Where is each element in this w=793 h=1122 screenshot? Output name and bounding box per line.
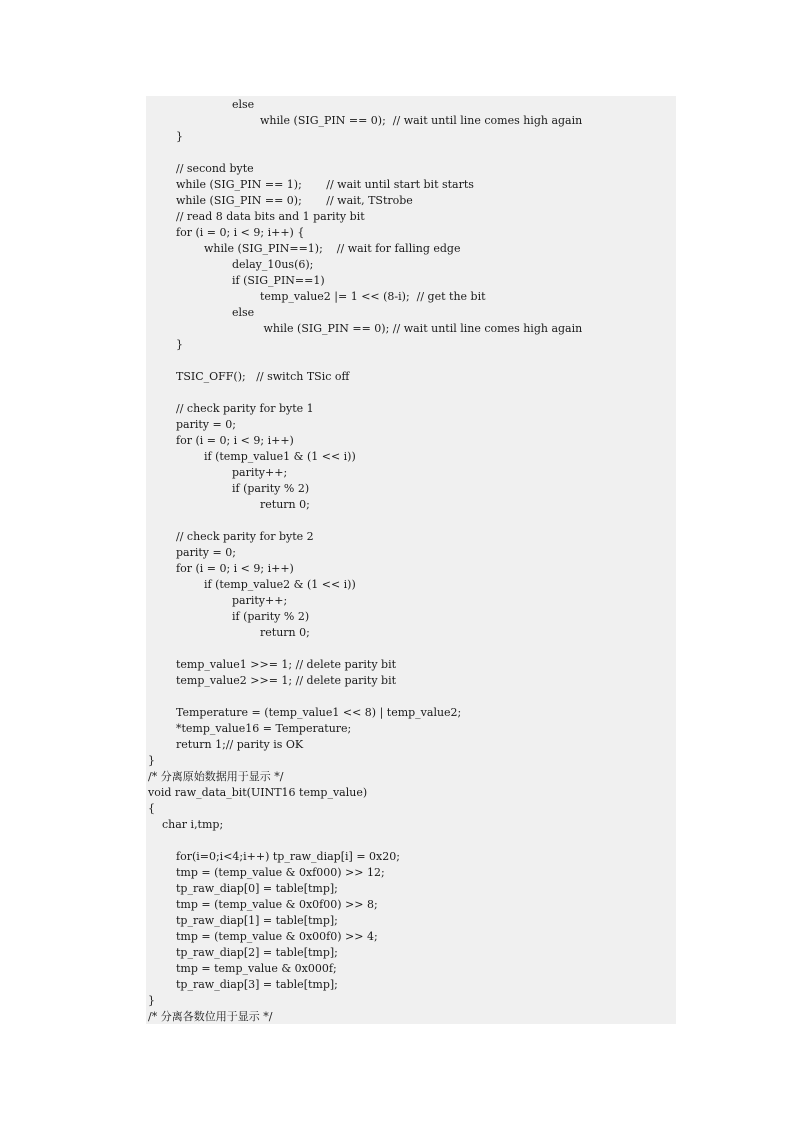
code-line: for (i = 0; i < 9; i++) (176, 562, 294, 575)
code-line: } (176, 130, 183, 143)
code-line: for (i = 0; i < 9; i++) (176, 434, 294, 447)
code-line: char i,tmp; (148, 818, 224, 831)
code-line: /* 分离各数位用于显示 */ (148, 1010, 273, 1023)
code-line: while (SIG_PIN == 0); // wait, TStrobe (176, 194, 413, 207)
code-line: temp_value2 >>= 1; // delete parity bit (176, 674, 397, 687)
code-line: while (SIG_PIN == 0); // wait until line comes high again (260, 114, 583, 127)
code-line: return 0; (260, 498, 310, 511)
code-line: parity = 0; (176, 418, 236, 431)
code-line: if (temp_value1 & (1 << i)) (204, 450, 356, 463)
code-line: *temp_value16 = Temperature; (176, 722, 352, 735)
code-line: if (parity % 2) (232, 610, 310, 623)
code-line: while (SIG_PIN == 1); // wait until start bit starts (176, 178, 474, 191)
code-line: parity++; (232, 594, 288, 607)
code-line: return 0; (260, 626, 310, 639)
code-line: temp_value1 >>= 1; // delete parity bit (176, 658, 397, 671)
code-line: return 1;// parity is OK (176, 738, 304, 751)
code-line: } (148, 754, 155, 767)
code-line: parity++; (232, 466, 288, 479)
code-line: while (SIG_PIN==1); // wait for falling edge (204, 242, 461, 255)
code-line: for(i=0;i<4;i++) tp_raw_diap[i] = 0x20; (176, 850, 400, 863)
code-line: // check parity for byte 1 (176, 402, 314, 415)
code-line: for (i = 0; i < 9; i++) { (176, 226, 305, 239)
code-line: // read 8 data bits and 1 parity bit (176, 210, 365, 223)
code-line: if (SIG_PIN==1) (232, 274, 325, 287)
code-line: { (148, 802, 155, 815)
code-line: temp_value2 |= 1 << (8-i); // get the bit (260, 290, 486, 303)
code-line: if (temp_value2 & (1 << i)) (204, 578, 356, 591)
code-line: Temperature = (temp_value1 << 8) | temp_value2; (176, 706, 462, 719)
code-line: parity = 0; (176, 546, 236, 559)
code-line: tmp = (temp_value & 0xf000) >> 12; (176, 866, 385, 879)
code-line: while (SIG_PIN == 0); // wait until line comes high again (260, 322, 583, 335)
code-line: } (176, 338, 183, 351)
code-line: // check parity for byte 2 (176, 530, 314, 543)
code-line: tp_raw_diap[3] = table[tmp]; (176, 978, 338, 991)
code-line: tmp = (temp_value & 0x00f0) >> 4; (176, 930, 378, 943)
code-line: tp_raw_diap[1] = table[tmp]; (176, 914, 338, 927)
code-line: tmp = temp_value & 0x000f; (176, 962, 337, 975)
code-line: if (parity % 2) (232, 482, 310, 495)
code-line: tp_raw_diap[0] = table[tmp]; (176, 882, 338, 895)
code-line: tmp = (temp_value & 0x0f00) >> 8; (176, 898, 378, 911)
code-line: TSIC_OFF(); // switch TSic off (176, 370, 350, 383)
code-line: void raw_data_bit(UINT16 temp_value) (148, 786, 368, 799)
code-line: } (148, 994, 155, 1007)
code-line: else (232, 98, 255, 111)
code-line: delay_10us(6); (232, 258, 314, 271)
code-line: // second byte (176, 162, 254, 175)
code-listing (146, 96, 676, 1024)
code-line: tp_raw_diap[2] = table[tmp]; (176, 946, 338, 959)
code-line: else (232, 306, 255, 319)
code-line: /* 分离原始数据用于显示 */ (148, 770, 284, 783)
